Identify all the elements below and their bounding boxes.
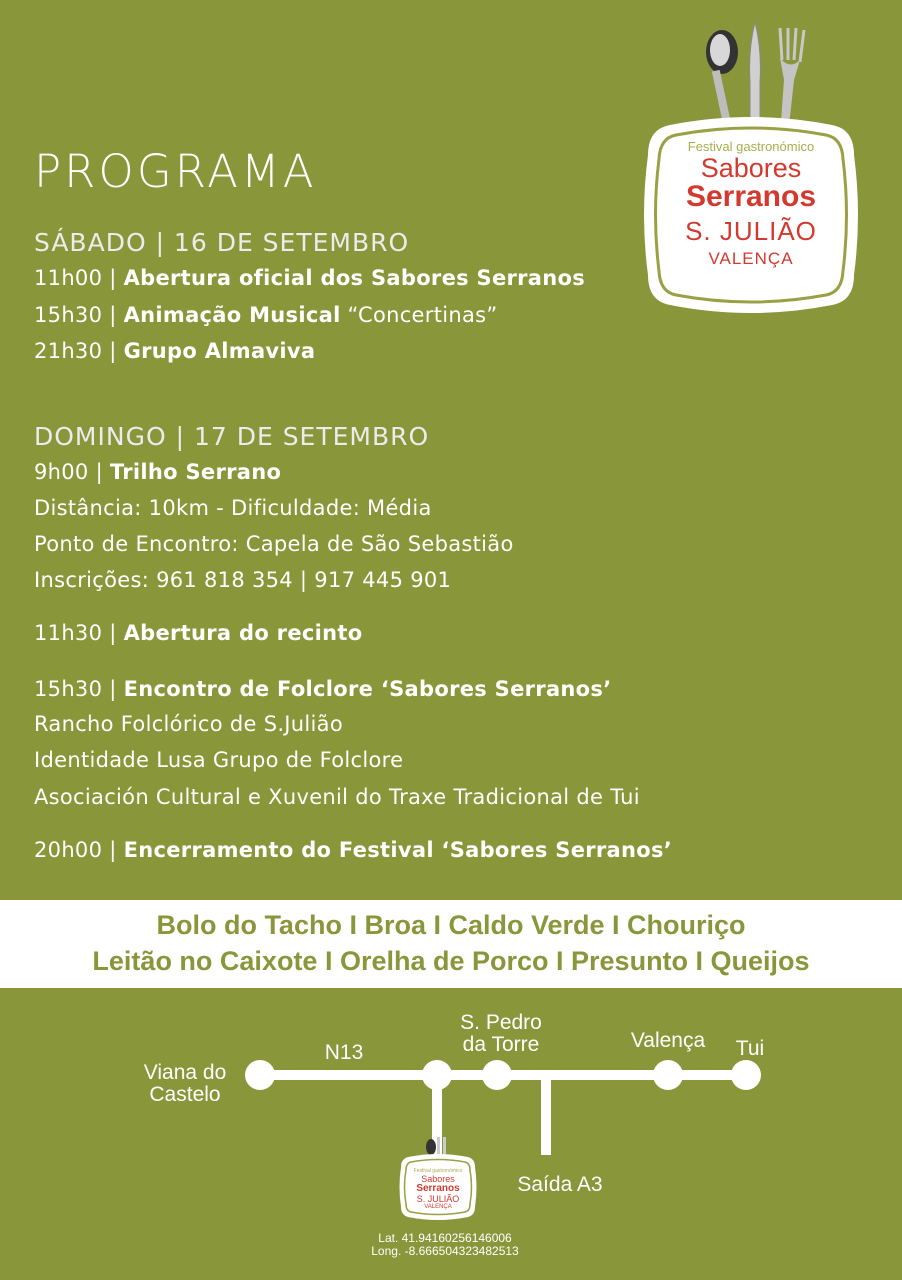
logo-subtitle: Festival gastronómico xyxy=(687,139,815,154)
label-valenca: Valença xyxy=(630,1029,706,1052)
item-time: 20h00 | xyxy=(34,838,124,862)
item-time: 9h00 | xyxy=(34,460,110,484)
item-title: Animação Musical xyxy=(123,303,341,327)
venue-logo-line4: VALENÇA xyxy=(424,1204,452,1210)
label-viana: Viana do Castelo xyxy=(143,1061,227,1106)
festival-logo xyxy=(640,20,865,300)
item-title: Encerramento do Festival ‘Sabores Serranos’ xyxy=(123,838,673,862)
item-time: 11h00 | xyxy=(34,266,124,290)
item-detail: Rancho Folclórico de S.Julião xyxy=(34,712,343,736)
item-time: 21h30 | xyxy=(34,339,124,363)
item-title: Abertura do recinto xyxy=(123,621,363,645)
domingo-item xyxy=(34,712,343,736)
products-row-1: Bolo do Tacho I Broa I Caldo Verde I Chouriço xyxy=(156,910,746,940)
domingo-item xyxy=(34,496,432,520)
products-row-2: Leitão no Caixote I Orelha de Porco I Presunto I Queijos xyxy=(92,946,810,976)
item-time: 11h30 | xyxy=(34,621,124,645)
item-detail: Inscrições: 961 818 354 | 917 445 901 xyxy=(34,568,452,592)
item-title: Grupo Almaviva xyxy=(123,339,316,363)
domingo-heading: DOMINGO | 17 DE SETEMBRO xyxy=(34,422,430,451)
latitude: Lat. 41.94160256146006 xyxy=(378,1231,512,1245)
label-n13: N13 xyxy=(324,1041,364,1064)
sabado-item xyxy=(34,303,498,327)
label-s-pedro: S. Pedro da Torre xyxy=(460,1011,542,1056)
item-detail: Ponto de Encontro: Capela de São Sebastião xyxy=(34,532,514,556)
item-time: 15h30 | xyxy=(34,303,124,327)
venue-logo xyxy=(398,1135,478,1220)
venue-logo-subtitle: Festival gastronómico xyxy=(413,1168,463,1174)
coordinates xyxy=(330,1232,560,1258)
domingo-item xyxy=(34,532,514,556)
venue-logo-line3: S. JULIÃO xyxy=(416,1194,460,1204)
item-title: Trilho Serrano xyxy=(109,460,282,484)
logo-line-serranos: Serranos xyxy=(685,180,817,213)
longitude: Long. -8.666504323482513 xyxy=(371,1244,519,1258)
item-detail: Identidade Lusa Grupo de Folclore xyxy=(34,748,404,772)
domingo-item xyxy=(34,460,281,484)
node-tui xyxy=(731,1060,761,1090)
domingo-item xyxy=(34,838,672,862)
logo-line-sabores: Sabores xyxy=(700,153,802,183)
item-detail: Asociación Cultural e Xuvenil do Traxe Tradicional de Tui xyxy=(34,785,640,809)
domingo-item xyxy=(34,785,640,809)
domingo-item xyxy=(34,621,362,645)
domingo-item xyxy=(34,677,612,701)
sabado-item xyxy=(34,339,315,363)
label-saida-a3: Saída A3 xyxy=(517,1173,603,1196)
sabado-item xyxy=(34,266,585,290)
item-detail: Distância: 10km - Dificuldade: Média xyxy=(34,496,432,520)
domingo-item xyxy=(34,568,451,592)
item-time: 15h30 | xyxy=(34,677,124,701)
domingo-item xyxy=(34,748,403,772)
item-detail: “Concertinas” xyxy=(340,303,498,327)
sabado-heading: SÁBADO | 16 DE SETEMBRO xyxy=(34,228,410,257)
products-band xyxy=(0,900,902,988)
logo-badge xyxy=(640,115,862,315)
node-junction xyxy=(422,1060,452,1090)
node-valenca xyxy=(653,1060,683,1090)
venue-logo-line1: Sabores xyxy=(421,1174,455,1184)
label-tui: Tui xyxy=(735,1037,765,1060)
item-title: Encontro de Folclore ‘Sabores Serranos’ xyxy=(123,677,612,701)
logo-line-sjuliao: S. JULIÃO xyxy=(685,216,817,246)
node-s-pedro xyxy=(482,1060,512,1090)
node-viana xyxy=(245,1060,275,1090)
page-title: PROGRAMA xyxy=(34,145,317,198)
logo-line-valenca: VALENÇA xyxy=(708,249,794,268)
venue-logo-line2: Serranos xyxy=(416,1183,460,1194)
item-title: Abertura oficial dos Sabores Serranos xyxy=(123,266,586,290)
